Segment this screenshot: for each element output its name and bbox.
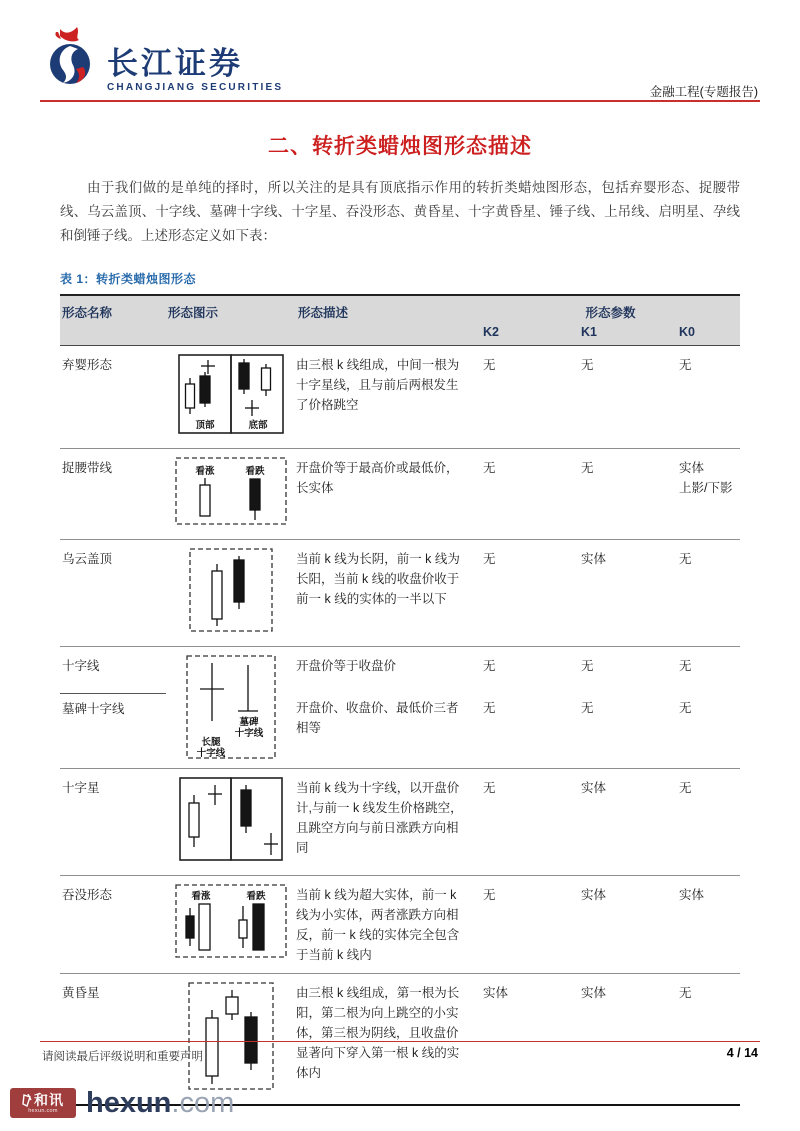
doji-candles-icon (186, 717, 276, 762)
table-row (60, 693, 740, 768)
hexun-watermark[interactable] (10, 1088, 234, 1118)
pattern-desc: 由三根 k 线组成，中间一根为十字星线，且与前后两根发生了价格跳空 (296, 346, 481, 449)
pattern-table (60, 294, 740, 1106)
table-row (60, 346, 740, 449)
brand-logo (46, 26, 283, 93)
svg-text:看跌: 看跌 (245, 466, 265, 477)
col-header-diagram: 形态图示 (166, 295, 296, 321)
svg-text:墓碑: 墓碑 (239, 717, 259, 728)
param-k2: 无 (481, 769, 579, 876)
engulfing-candles-icon (175, 891, 287, 961)
table-row (60, 449, 740, 540)
param-k2: 无 (481, 449, 579, 540)
param-k1: 实体 (579, 876, 677, 974)
param-k0: 无 (677, 974, 740, 1106)
param-k0: 无 (677, 346, 740, 449)
pattern-desc: 由三根 k 线组成，第一根为长阳，第二根为向上跳空的小实体，第三根为阴线，且收盘价显著向下穿入第一根 k 线的实体内 (296, 974, 481, 1106)
footer-disclaimer: 请阅读最后评级说明和重要声明 (42, 1051, 203, 1063)
table-row (60, 540, 740, 647)
section-title: 二、转折类蜡烛图形态描述 (268, 135, 532, 158)
doji-star-candles-icon (179, 850, 283, 864)
table-caption: 表 1：转折类蜡烛图形态 (60, 272, 197, 286)
param-k1: 实体 (579, 974, 677, 1106)
svg-text:看跌: 看跌 (246, 891, 266, 902)
param-k1: 实体 (579, 540, 677, 647)
table-row (60, 647, 740, 694)
pattern-name: 捉腰带线 (60, 449, 166, 540)
param-k0: 无 (677, 540, 740, 647)
pattern-desc: 当前 k 线为超大实体，前一 k 线为小实体，两者涨跌方向相反，前一 k 线的实体完全包含于当前 k 线内 (296, 876, 481, 974)
param-k2: 无 (483, 659, 496, 673)
pattern-name: 墓碑十字线 (60, 693, 166, 768)
param-k1: 无 (579, 449, 677, 540)
page-number: 4 / 14 (726, 1046, 758, 1060)
svg-text:十字线: 十字线 (196, 748, 226, 759)
pattern-name: 黄昏星 (60, 974, 166, 1106)
param-k1: 无 (579, 693, 677, 768)
svg-text:看涨: 看涨 (195, 466, 215, 477)
col-header-k0: K0 (677, 321, 740, 346)
param-k1: 实体 (579, 769, 677, 876)
header-divider (40, 100, 760, 102)
pattern-desc: 当前 k 线为长阴，前一 k 线为长阳，当前 k 线的收盘价收于前一 k 线的实体的一半以下 (296, 540, 481, 647)
pattern-name: 吞没形态 (60, 876, 166, 974)
svg-text:长腿: 长腿 (201, 737, 221, 748)
pattern-desc: 开盘价等于收盘价 (296, 659, 397, 673)
svg-text:十字线: 十字线 (234, 728, 264, 739)
dark-cloud-candles-icon (189, 621, 273, 635)
col-header-name: 形态名称 (60, 295, 166, 321)
param-k2: 无 (481, 876, 579, 974)
table-row (60, 974, 740, 1106)
param-k2: 实体 (481, 974, 579, 1106)
param-k0: 无 (677, 693, 740, 768)
table-row (60, 876, 740, 974)
col-header-params: 形态参数 (481, 295, 740, 321)
col-header-k2: K2 (481, 321, 579, 346)
col-header-desc: 形态描述 (296, 295, 481, 321)
param-k0: 实体 (677, 876, 740, 974)
pattern-desc: 开盘价等于最高价或最低价，长实体 (296, 449, 481, 540)
col-header-k1: K1 (579, 321, 677, 346)
param-k0: 无 (677, 769, 740, 876)
pattern-name: 十字星 (60, 769, 166, 876)
param-k1: 无 (579, 346, 677, 449)
param-k2: 无 (481, 693, 579, 768)
pattern-desc: 开盘价、收盘价、最低价三者相等 (296, 693, 481, 768)
pattern-desc: 当前 k 线为十字线，以开盘价计,与前一 k 线发生价格跳空，且跳空方向与前日涨跌方向相同 (296, 769, 481, 876)
footer-divider (40, 1041, 760, 1042)
svg-text:顶部: 顶部 (195, 420, 215, 431)
belt-hold-candles-icon (175, 466, 287, 528)
hexun-site-text: hexun.com (86, 1087, 235, 1119)
param-k2: 无 (481, 540, 579, 647)
table-row (60, 769, 740, 876)
param-k0: 实体 上影/下影 (677, 449, 740, 540)
brand-name-cn: 长江证券 (107, 46, 243, 81)
brand-name-en: CHANGJIANG SECURITIES (107, 82, 284, 93)
intro-paragraph: 由于我们做的是单纯的择时，所以关注的是具有顶底指示作用的转折类蜡烛图形态，包括弃婴形态、捉腰带线、乌云盖顶、十字线、墓碑十字线、十字星、吞没形态、黄昏星、十字黄昏星、锤子线、上吊线、启明星、孕线和倒锤子线。上述形态定义如下表： (60, 180, 740, 243)
svg-text:底部: 底部 (248, 420, 268, 431)
param-k0: 无 (679, 659, 692, 673)
svg-text:看涨: 看涨 (191, 891, 211, 902)
param-k1: 无 (581, 659, 594, 673)
pattern-name: 乌云盖顶 (60, 540, 166, 647)
changjiang-emblem-icon (46, 26, 98, 93)
param-k2: 无 (481, 346, 579, 449)
hexun-logo-icon: 和讯 hexun.com (10, 1088, 76, 1118)
pattern-name: 弃婴形态 (60, 346, 166, 449)
pattern-name: 十字线 (60, 647, 166, 694)
abandoned-baby-candles-icon (178, 420, 284, 437)
report-type-label: 金融工程(专题报告) (649, 85, 758, 99)
